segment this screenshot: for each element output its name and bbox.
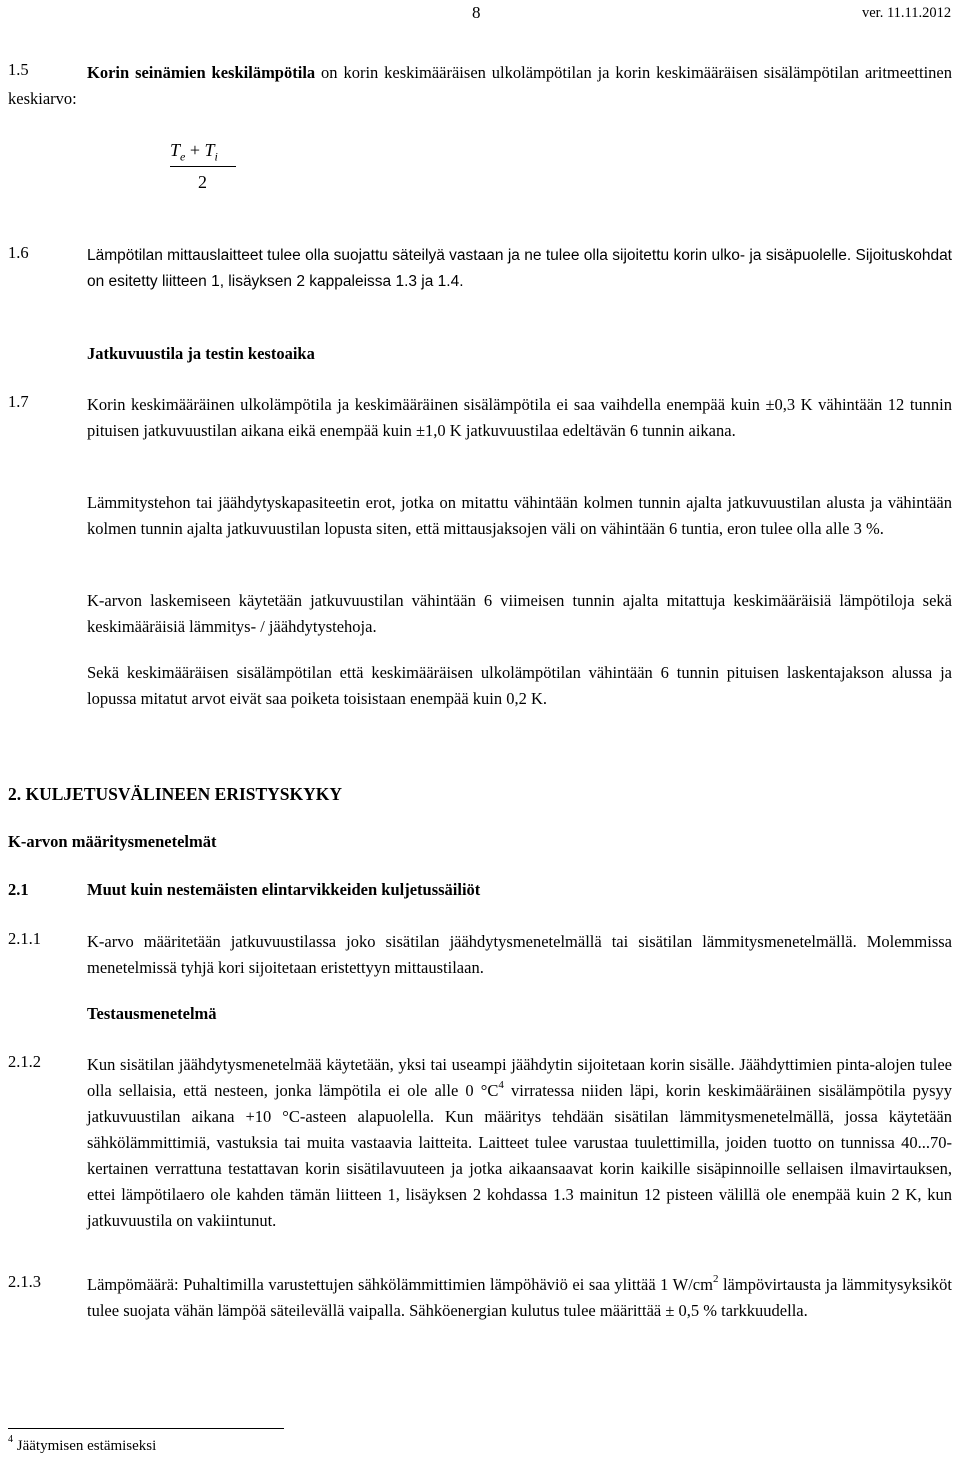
footnote-mark: 4	[8, 1434, 13, 1445]
section-number: 1.5	[8, 60, 29, 79]
section-1-6-text: Lämpötilan mittauslaitteet tulee olla suojattu säteilyä vastaan ja ne tulee olla sijoitettu korin ulko- ja sisäpuolelle. Sijoituskohdat on esitetty liitteen 1, lisäyksen 2 kappaleissa 1.3 ja 1.4.	[87, 247, 952, 290]
term-definition: on korin keskimääräisen ulkolämpötilan ja korin keskimääräisen sisälämpötilan aritmeettinen keskiarvo:	[8, 63, 952, 108]
footnote-separator	[8, 1428, 284, 1429]
section-2-1-2-text: Kun sisätilan jäähdytysmenetelmää käytetään, yksi tai useampi jäähdytin sijoitetaan korin sisälle. Jäähdyttimien pinta-alojen tulee olla sellaisia, että nesteen, jonka lämpötila ei ole alle 0 $^\circ C^4$ virratessa niiden läpi, korin keskimääräinen sisälämpötila pysyy jatkuvuustilan aikana +10 °C-asteen alapuolella. Kun määritys tehdään sisätilan lämmitysmenetelmällä, jossa käytetään sähkölämmittimiä, vastuksia tai muita vastaavia laitteita. Laitteet tulee varustaa tuulettimilla, joiden tuotto on tunnissa 40...70-kertainen verrattuna testattavan korin sisätilavuuteen ja jotka aikaansaavat korin kaikille sisäpinnoille sellaisen ilmavirtauksen, ettei lämpötilaero ole kahden tämän liitteen 1, lisäyksen 2 kohdassa 1.3 mainitun 12 pisteen välillä ole enempää kuin 2 K, kun jatkuvuustila on vakiintunut.	[87, 1055, 952, 1230]
heading-testausmenetelma: Testausmenetelmä	[87, 1004, 217, 1023]
formula-numerator: $T_e + T_i$	[170, 140, 218, 164]
footnote	[8, 1434, 157, 1455]
section-1-5-text	[8, 60, 952, 112]
section-number: 2.1.2	[8, 1052, 41, 1071]
section-1-7-p4-block	[8, 660, 952, 712]
section-2-1-3	[8, 1272, 952, 1324]
section-1-6	[8, 243, 952, 295]
footnote-reference: 4	[498, 1078, 504, 1091]
section-1-7-p4: Sekä keskimääräisen sisälämpötilan että keskimääräisen ulkolämpötilan vähintään 6 tunnin pituisen laskentajakson alussa ja lopussa mitatut arvot eivät saa poiketa toisistaan enempää kuin 0,2 K.	[87, 663, 952, 708]
formula-denominator: 2	[198, 172, 207, 192]
heading-2-1	[8, 880, 952, 900]
section-number: 2.1.3	[8, 1272, 41, 1291]
section-1-7-p1: Korin keskimääräinen ulkolämpötila ja keskimääräinen sisälämpötila ei saa vaihdella enempää kuin ±0,3 K vähintään 12 tunnin pituisen jatkuvuustilan aikana eikä enempää kuin ±1,0 K jatkuvuustilaa edeltävän 6 tunnin aikana.	[87, 395, 952, 440]
section-number: 2.1	[8, 880, 29, 899]
section-1-7-p2: Lämmitystehon tai jäähdytyskapasiteetin erot, jotka on mitattu vähintään kolmen tunnin ajalta jatkuvuustilan alusta ja vähintään kolmen tunnin ajalta jatkuvuustilan lopusta siten, että mittausjaksojen väli on vähintään 6 tuntia, eron tulee olla alle 3 %.	[87, 493, 952, 538]
footnote-text: Jäätymisen estämiseksi	[13, 1438, 157, 1454]
section-1-5	[8, 60, 952, 112]
heading-karvon: K-arvon määritysmenetelmät	[8, 832, 217, 851]
superscript: 2	[712, 1272, 719, 1285]
heading-2-1-text: Muut kuin nestemäisten elintarvikkeiden kuljetussäiliöt	[87, 880, 481, 899]
heading-jatkuvuustila: Jatkuvuustila ja testin kestoaika	[87, 344, 315, 363]
section-2-1-3-text: Lämpömäärä: Puhaltimilla varustettujen sähkölämmittimien lämpöhäviö ei saa ylittää 1 $W/cm^2$ lämpövirtausta ja lämmitysyksiköt tulee suojata vähän lämpöä säteilevällä vaipalla. Sähköenergian kulutus tulee määrittää ± 0,5 % tarkkuudella.	[87, 1272, 952, 1320]
section-1-7-p3-block	[8, 588, 952, 640]
term-bold: Korin seinämien keskilämpötila	[87, 63, 316, 82]
section-1-7-p2-block	[8, 490, 952, 542]
section-2-1-1-text: K-arvo määritetään jatkuvuustilassa joko sisätilan jäähdytysmenetelmällä tai sisätilan lämmitysmenetelmällä. Molemmissa menetelmissä tyhjä kori sijoitetaan eristettyyn mittaustilaan.	[87, 932, 952, 977]
section-number: 1.6	[8, 243, 29, 262]
fraction-bar	[170, 166, 236, 167]
section-2-1-2	[8, 1052, 952, 1234]
version-label: ver. 11.11.2012	[862, 5, 952, 21]
section-number: 2.1.1	[8, 929, 41, 948]
section-1-7	[8, 392, 952, 444]
page-number: 8	[472, 3, 481, 22]
section-1-7-p3: K-arvon laskemiseen käytetään jatkuvuustilan vähintään 6 viimeisen tunnin ajalta mitattuja keskimääräisiä lämpötiloja sekä keskimääräisiä lämmitys- / jäähdytystehoja.	[87, 591, 952, 636]
section-2-1-1	[8, 929, 952, 981]
section-number: 1.7	[8, 392, 29, 411]
heading-section-2: 2. KULJETUSVÄLINEEN ERISTYSKYKY	[8, 784, 343, 804]
